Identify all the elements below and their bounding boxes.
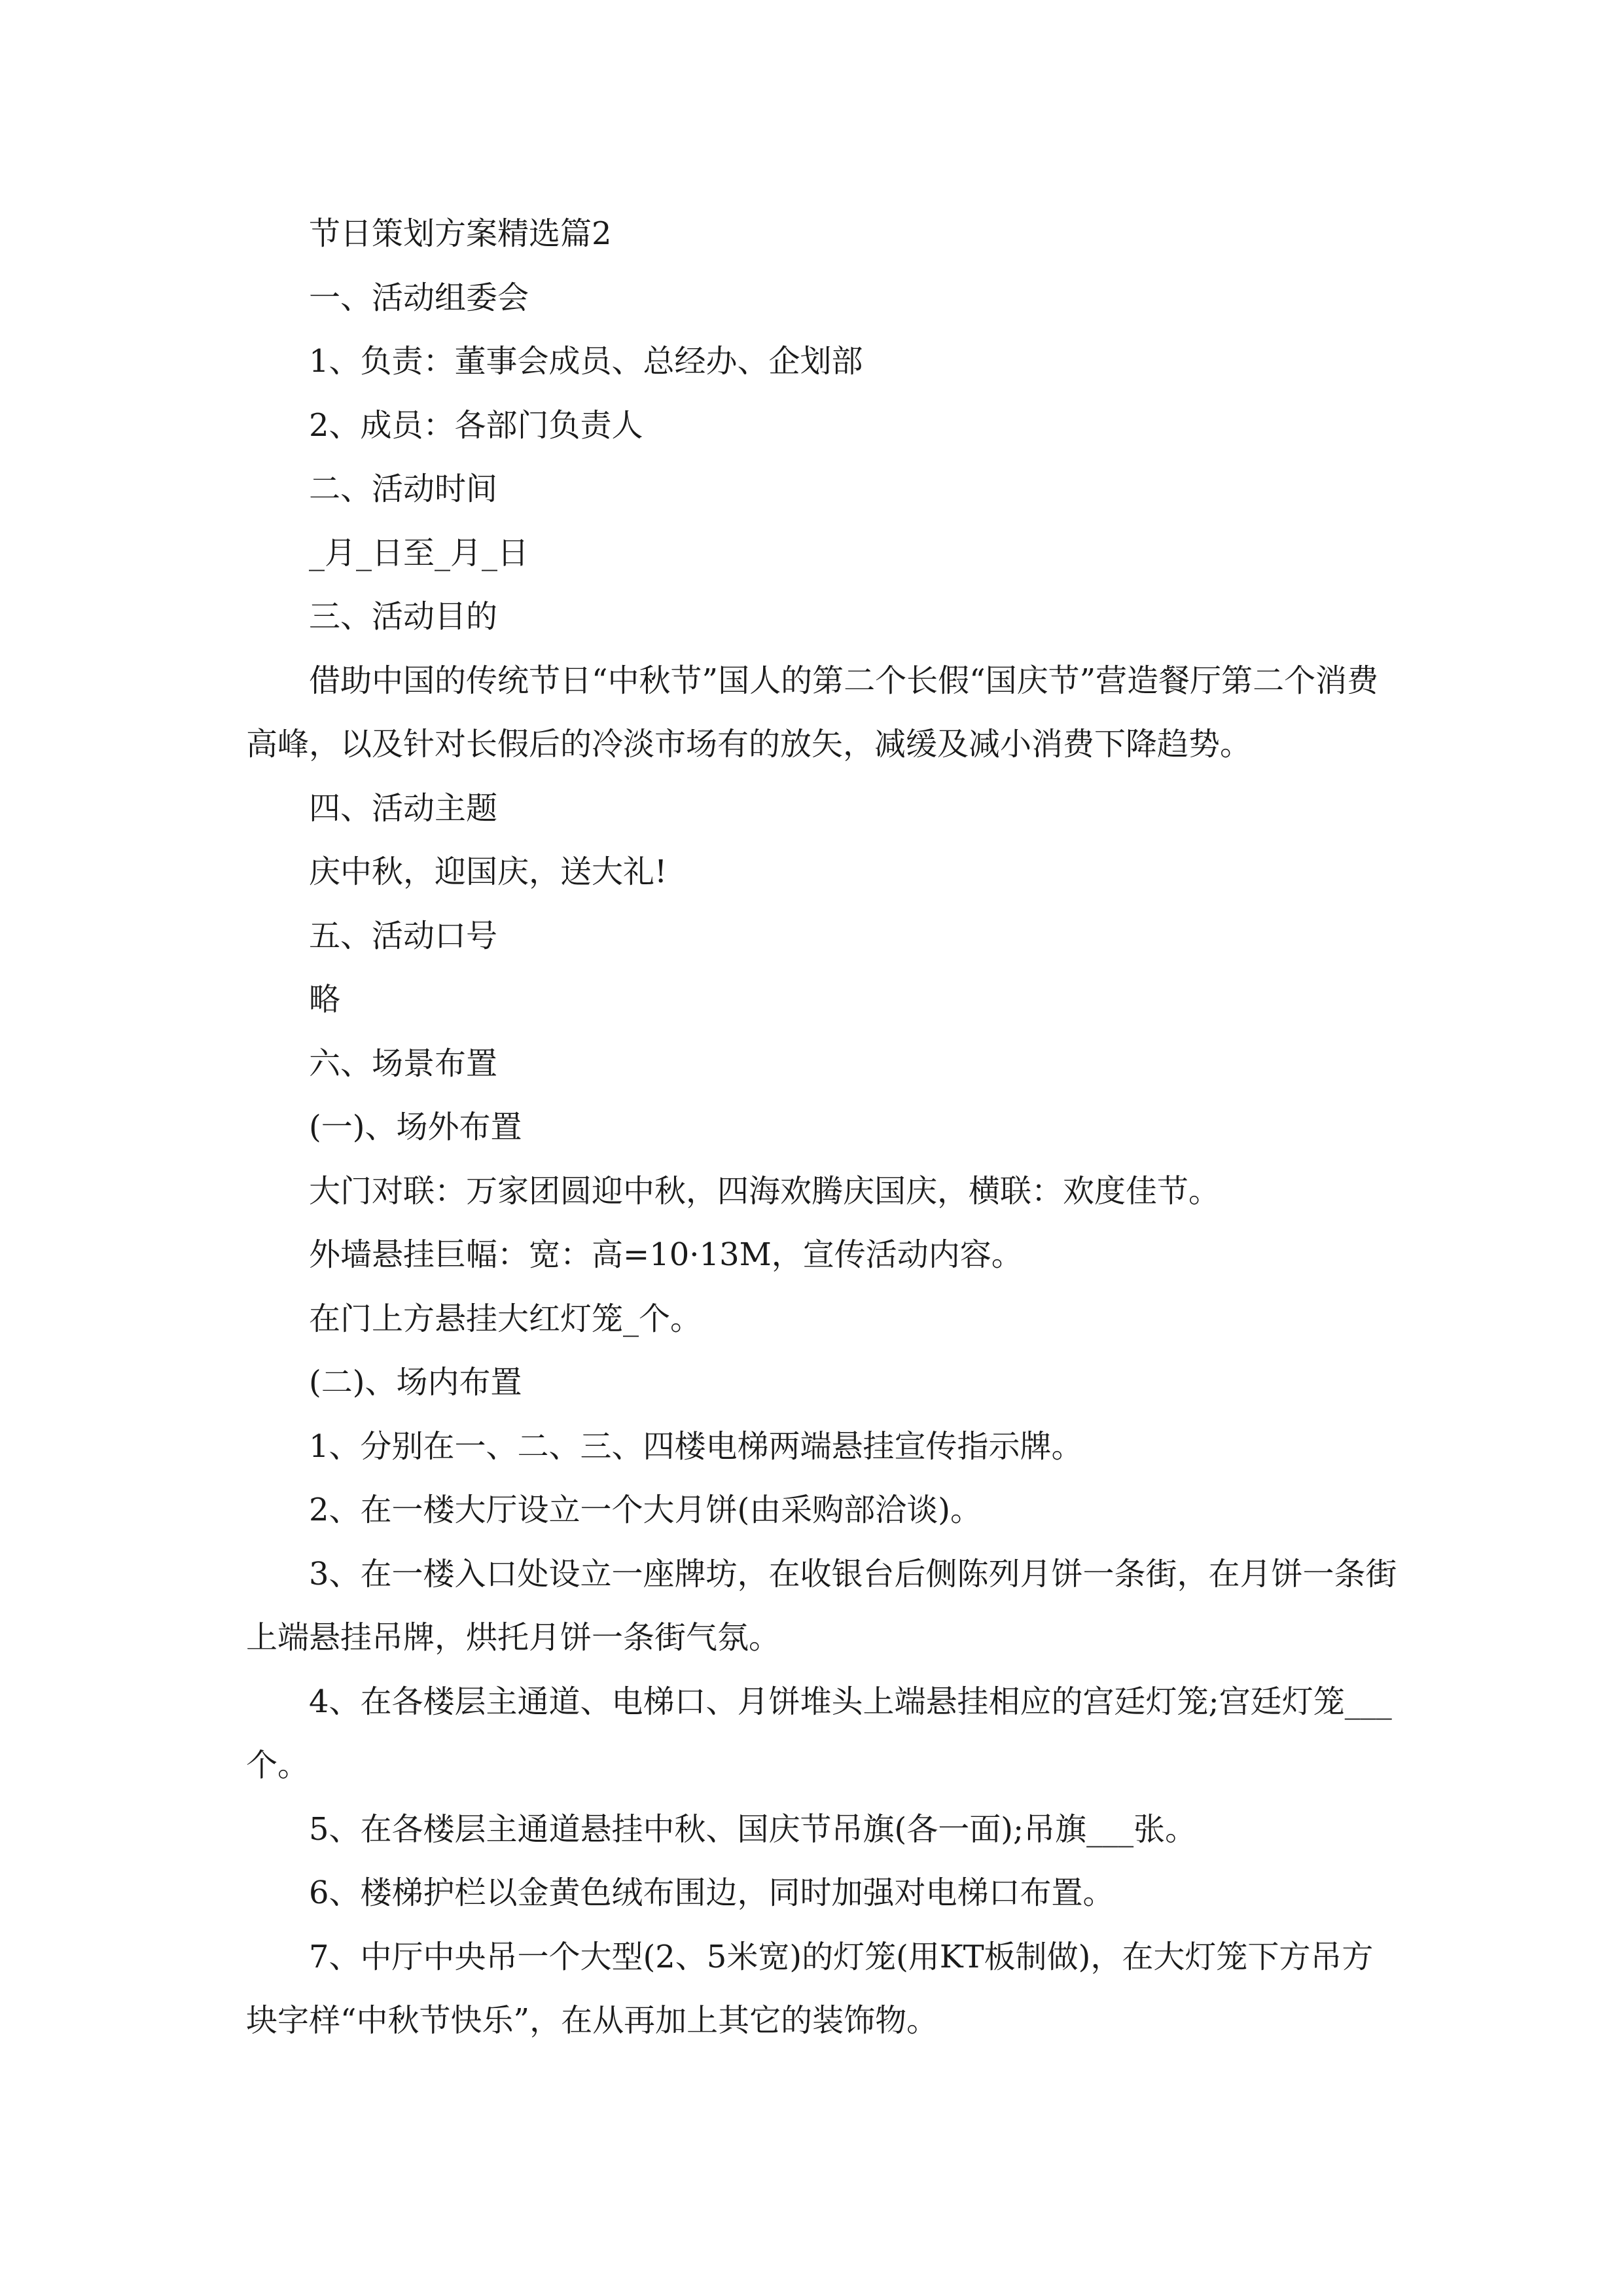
document-body xyxy=(246,202,1398,2053)
paragraph: 在门上方悬挂大红灯笼_个。 xyxy=(309,1300,702,1337)
section-heading: 一、活动组委会 xyxy=(309,279,529,316)
section-heading: 四、活动主题 xyxy=(309,789,498,827)
document-title: 节日策划方案精选篇2 xyxy=(309,215,612,252)
list-item: 6、楼梯护栏以金黄色绒布围边，同时加强对电梯口布置。 xyxy=(309,1874,1115,1911)
section-heading: 五、活动口号 xyxy=(309,917,498,954)
list-item: 3、在一楼入口处设立一座牌坊，在收银台后侧陈列月饼一条街，在月饼一条街上端悬挂吊牌，烘托月饼一条街气氛。 xyxy=(246,1555,1397,1656)
section-heading: 二、活动时间 xyxy=(309,471,498,507)
subsection-heading: (二)、场内布置 xyxy=(309,1364,522,1401)
subsection-heading: (一)、场外布置 xyxy=(309,1109,522,1145)
section-heading: 六、场景布置 xyxy=(309,1045,498,1082)
paragraph: 借助中国的传统节日“中秋节”国人的第二个长假“国庆节”营造餐厅第二个消费高峰，以及针对长假后的冷淡市场有的放矢，减缓及减小消费下降趋势。 xyxy=(246,662,1379,762)
list-item: 5、在各楼层主通道悬挂中秋、国庆节吊旗(各一面);吊旗___张。 xyxy=(309,1810,1197,1848)
list-item: 1、负责：董事会成员、总经办、企划部 xyxy=(309,343,863,380)
list-item: 1、分别在一、二、三、四楼电梯两端悬挂宣传指示牌。 xyxy=(309,1427,1083,1465)
paragraph: 略 xyxy=(309,981,341,1018)
list-item: 2、成员：各部门负责人 xyxy=(309,406,643,444)
paragraph: 外墙悬挂巨幅：宽：高=10·13M，宣传活动内容。 xyxy=(309,1236,1023,1273)
list-item: 4、在各楼层主通道、电梯口、月饼堆头上端悬挂相应的宫廷灯笼;宫廷灯笼___个。 xyxy=(246,1683,1392,1784)
paragraph: _月_日至_月_日 xyxy=(309,534,529,571)
list-item: 7、中厅中央吊一个大型(2、5米宽)的灯笼(用KT板制做)，在大灯笼下方吊方块字样“中秋节快乐”，在从再加上其它的装饰物。 xyxy=(246,1938,1374,2039)
list-item: 2、在一楼大厅设立一个大月饼(由采购部洽谈)。 xyxy=(309,1492,982,1528)
paragraph: 庆中秋，迎国庆，送大礼! xyxy=(309,853,668,890)
paragraph: 大门对联：万家团圆迎中秋，四海欢腾庆国庆，横联：欢度佳节。 xyxy=(309,1172,1221,1210)
section-heading: 三、活动目的 xyxy=(309,598,498,635)
